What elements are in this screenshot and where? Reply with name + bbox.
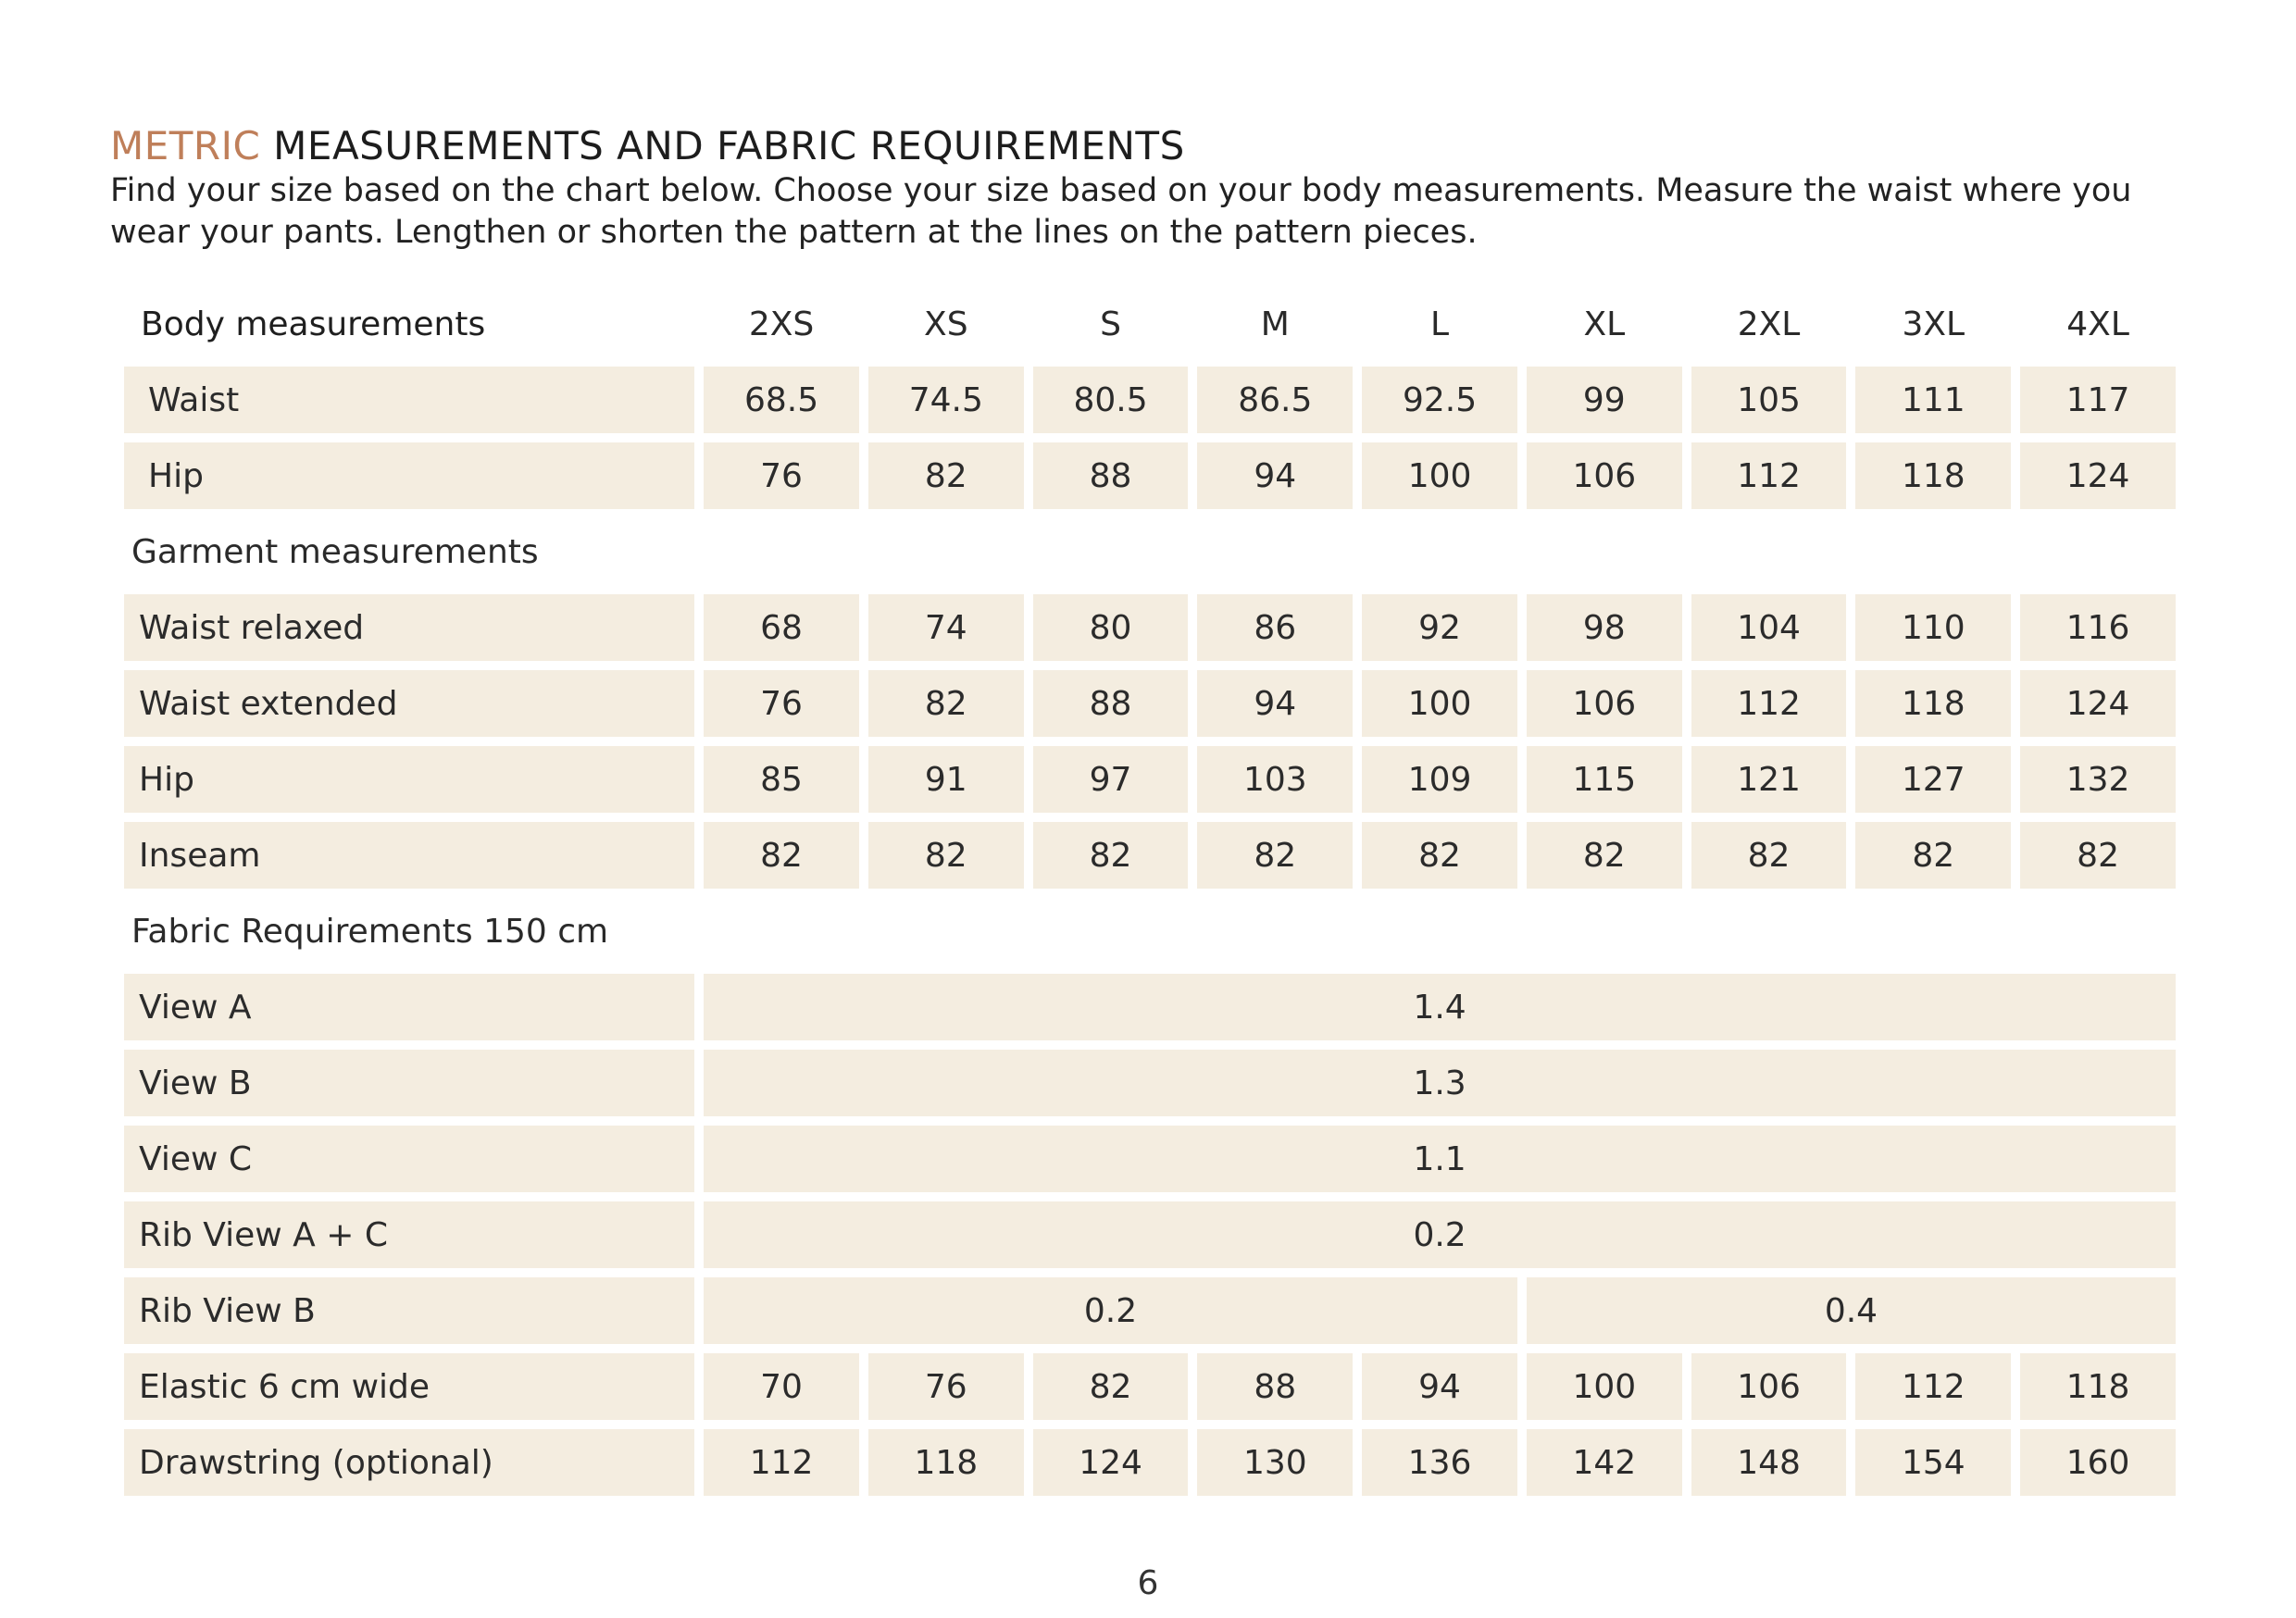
size-value-cell: 92.5 — [1362, 367, 1517, 433]
size-value-cell: 82 — [704, 822, 859, 889]
size-heading: XL — [1583, 305, 1626, 343]
size-chart-body — [124, 291, 2176, 1496]
size-value-cell: 99 — [1527, 367, 1682, 433]
size-value-cell: 94 — [1197, 670, 1353, 737]
size-value-cell: 76 — [704, 442, 859, 509]
fabric-requirement-row — [124, 1201, 2176, 1268]
size-value-cell: 106 — [1527, 442, 1682, 509]
size-value-cell: 100 — [1362, 670, 1517, 737]
size-value-cell: 100 — [1362, 442, 1517, 509]
row-label: Waist extended — [124, 670, 694, 737]
size-value-cell: 112 — [704, 1429, 859, 1496]
size-value-cell: 109 — [1362, 746, 1517, 813]
body-measurement-row — [124, 367, 2176, 433]
size-value-cell: 82 — [2020, 822, 2176, 889]
notion-row — [124, 1429, 2176, 1496]
garment-measurements-row — [124, 518, 2176, 585]
size-value-cell: 112 — [1691, 442, 1847, 509]
size-value-cell: 82 — [1691, 822, 1847, 889]
fabric-amount-cell: 1.3 — [704, 1050, 2176, 1116]
size-value-cell: 76 — [704, 670, 859, 737]
size-value-cell: 112 — [1691, 670, 1847, 737]
size-value-cell: 86 — [1197, 594, 1353, 661]
size-heading: XS — [924, 305, 968, 343]
size-value-cell: 82 — [868, 822, 1024, 889]
size-value-cell: 127 — [1855, 746, 2011, 813]
row-label: Elastic 6 cm wide — [124, 1353, 694, 1420]
size-value-cell: 98 — [1527, 594, 1682, 661]
row-label: View C — [124, 1126, 694, 1192]
size-value-cell: 118 — [868, 1429, 1024, 1496]
size-heading: 3XL — [1902, 305, 1965, 343]
fabric-requirements-heading: Fabric Requirements 150 cm — [131, 912, 609, 951]
size-value-cell: 154 — [1855, 1429, 2011, 1496]
row-label: Hip — [124, 442, 694, 509]
size-value-cell: 106 — [1527, 670, 1682, 737]
size-value-cell: 68.5 — [704, 367, 859, 433]
row-label: Hip — [124, 746, 694, 813]
garment-measurement-row — [124, 670, 2176, 737]
body-measurements-heading: Body measurements — [141, 305, 486, 343]
size-value-cell: 100 — [1527, 1353, 1682, 1420]
size-value-cell: 105 — [1691, 367, 1847, 433]
size-value-cell: 130 — [1197, 1429, 1353, 1496]
size-value-cell: 148 — [1691, 1429, 1847, 1496]
page-title — [110, 120, 1185, 172]
size-value-cell: 80.5 — [1033, 367, 1189, 433]
size-value-cell: 118 — [1855, 670, 2011, 737]
size-value-cell: 94 — [1362, 1353, 1517, 1420]
row-label: View A — [124, 974, 694, 1040]
size-value-cell: 74 — [868, 594, 1024, 661]
size-value-cell: 86.5 — [1197, 367, 1353, 433]
garment-measurement-row — [124, 822, 2176, 889]
size-value-cell: 116 — [2020, 594, 2176, 661]
size-value-cell: 97 — [1033, 746, 1189, 813]
fabric-requirements-row — [124, 898, 2176, 965]
size-value-cell: 82 — [868, 442, 1024, 509]
size-value-cell: 88 — [1197, 1353, 1353, 1420]
fabric-amount-cell: 1.1 — [704, 1126, 2176, 1192]
size-value-cell: 142 — [1527, 1429, 1682, 1496]
size-value-cell: 82 — [1033, 1353, 1189, 1420]
fabric-requirement-row — [124, 974, 2176, 1040]
row-label: Inseam — [124, 822, 694, 889]
size-value-cell: 82 — [868, 670, 1024, 737]
fabric-amount-cell: 0.2 — [704, 1277, 1517, 1344]
size-heading: 2XS — [748, 305, 815, 343]
fabric-requirement-row — [124, 1126, 2176, 1192]
size-value-cell: 82 — [1855, 822, 2011, 889]
size-value-cell: 111 — [1855, 367, 2011, 433]
fabric-amount-cell: 0.2 — [704, 1201, 2176, 1268]
size-value-cell: 118 — [2020, 1353, 2176, 1420]
page-number: 6 — [1137, 1564, 1159, 1602]
size-value-cell: 124 — [2020, 442, 2176, 509]
garment-measurements-heading: Garment measurements — [131, 532, 539, 571]
size-heading: L — [1430, 305, 1450, 343]
rib-view-b-row — [124, 1277, 2176, 1344]
size-heading: S — [1100, 305, 1121, 343]
size-heading: 2XL — [1737, 305, 1801, 343]
size-value-cell: 92 — [1362, 594, 1517, 661]
size-value-cell: 70 — [704, 1353, 859, 1420]
intro-text: Find your size based on the chart below. Choose your size based on your body measurements. Measure the waist where you wear your pants. Lengthen or shorten the pattern at the lines on the pattern pieces. — [110, 172, 2132, 251]
size-value-cell: 82 — [1362, 822, 1517, 889]
size-value-cell: 112 — [1855, 1353, 2011, 1420]
size-value-cell: 121 — [1691, 746, 1847, 813]
size-value-cell: 124 — [1033, 1429, 1189, 1496]
size-value-cell: 106 — [1691, 1353, 1847, 1420]
title-rest: MEASUREMENTS AND FABRIC REQUIREMENTS — [260, 123, 1185, 168]
size-value-cell: 85 — [704, 746, 859, 813]
size-value-cell: 82 — [1527, 822, 1682, 889]
row-label: Waist — [124, 367, 694, 433]
garment-measurement-row — [124, 594, 2176, 661]
size-value-cell: 124 — [2020, 670, 2176, 737]
size-value-cell: 160 — [2020, 1429, 2176, 1496]
size-chart-table — [115, 281, 2185, 1505]
size-value-cell: 88 — [1033, 442, 1189, 509]
row-label: Waist relaxed — [124, 594, 694, 661]
size-value-cell: 117 — [2020, 367, 2176, 433]
size-value-cell: 103 — [1197, 746, 1353, 813]
fabric-amount-cell: 0.4 — [1527, 1277, 2176, 1344]
size-value-cell: 68 — [704, 594, 859, 661]
size-value-cell: 115 — [1527, 746, 1682, 813]
size-heading: M — [1260, 305, 1290, 343]
size-value-cell: 80 — [1033, 594, 1189, 661]
size-value-cell: 104 — [1691, 594, 1847, 661]
size-value-cell: 76 — [868, 1353, 1024, 1420]
garment-measurement-row — [124, 746, 2176, 813]
fabric-requirement-row — [124, 1050, 2176, 1116]
size-value-cell: 74.5 — [868, 367, 1024, 433]
size-value-cell: 118 — [1855, 442, 2011, 509]
size-value-cell: 82 — [1033, 822, 1189, 889]
row-label: View B — [124, 1050, 694, 1116]
size-value-cell: 82 — [1197, 822, 1353, 889]
title-accent: METRIC — [110, 123, 261, 168]
size-value-cell: 132 — [2020, 746, 2176, 813]
size-header-row — [124, 291, 2176, 357]
notion-row — [124, 1353, 2176, 1420]
fabric-amount-cell: 1.4 — [704, 974, 2176, 1040]
size-value-cell: 94 — [1197, 442, 1353, 509]
size-value-cell: 88 — [1033, 670, 1189, 737]
row-label: Rib View A + C — [124, 1201, 694, 1268]
row-label: Drawstring (optional) — [124, 1429, 694, 1496]
row-label: Rib View B — [124, 1277, 694, 1344]
size-heading: 4XL — [2066, 305, 2129, 343]
body-measurement-row — [124, 442, 2176, 509]
size-value-cell: 110 — [1855, 594, 2011, 661]
size-value-cell: 91 — [868, 746, 1024, 813]
size-value-cell: 136 — [1362, 1429, 1517, 1496]
